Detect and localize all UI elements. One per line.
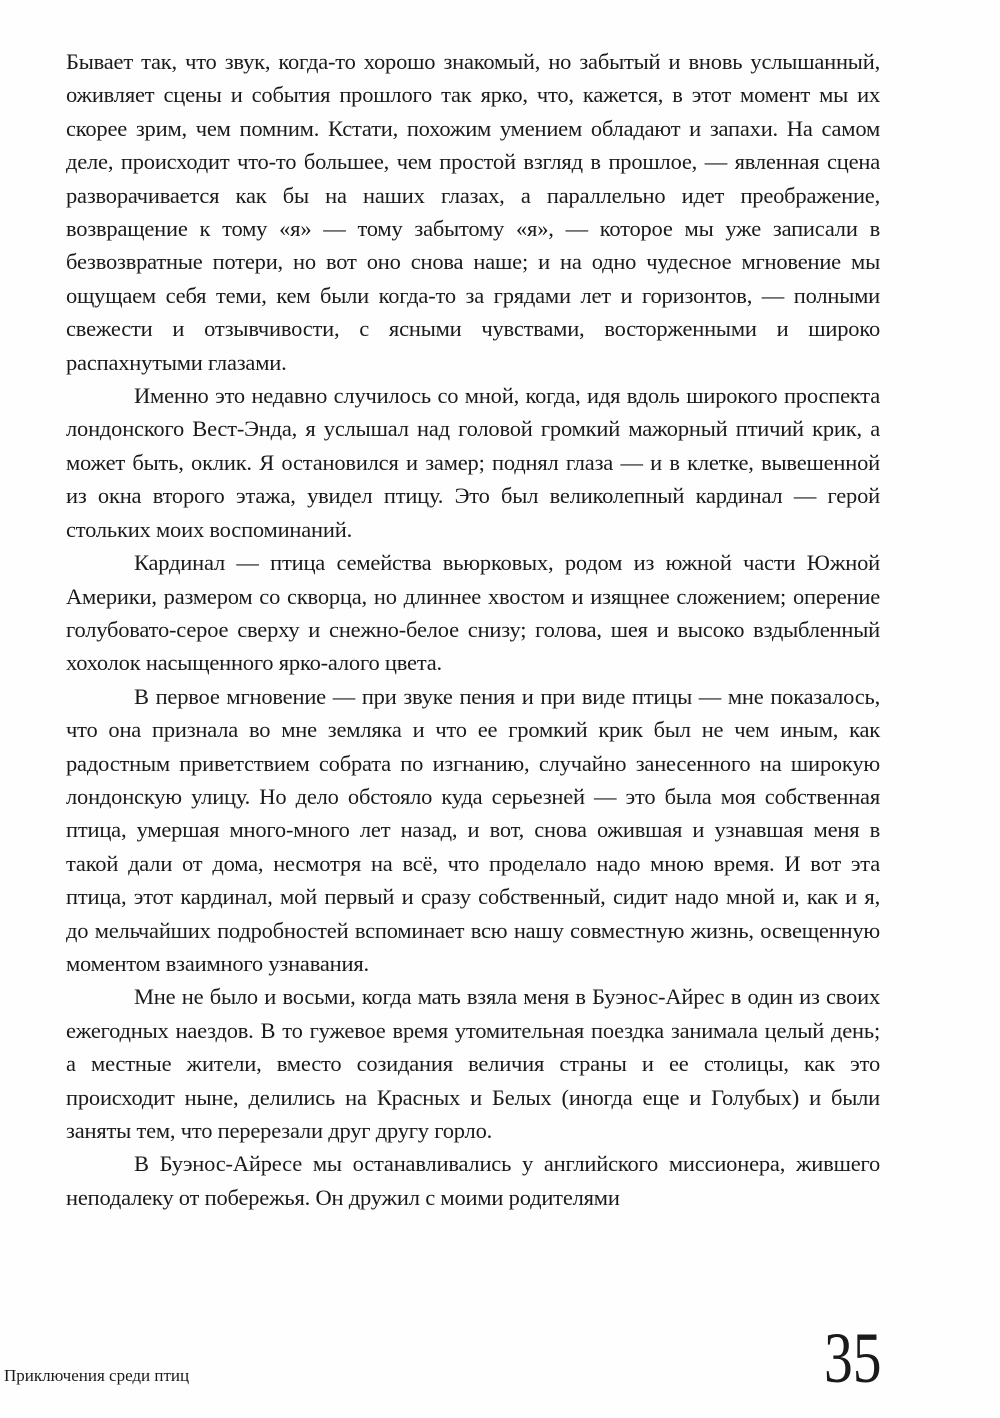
body-text	[66, 45, 880, 1214]
paragraph: Именно это недавно случилось со мной, когда, идя вдоль широкого проспекта лондонского Вест-Энда, я услышал над головой громкий мажорный птичий крик, а может быть, оклик. Я остановился и замер; поднял глаза — и в клетке, вывешенной из окна второго этажа, увидел птицу. Это был великолепный кардинал — герой стольких моих воспоминаний.	[66, 383, 880, 542]
page-number: 35	[824, 1318, 882, 1398]
paragraph: Кардинал — птица семейства вьюрковых, родом из южной части Южной Америки, размером со скворца, но длиннее хвостом и изящнее сложением; оперение голубовато-серое сверху и снежно-белое снизу; голова, шея и высоко вздыбленный хохолок насыщенного ярко-алого цвета.	[66, 550, 880, 676]
paragraph: В Буэнос-Айресе мы останавливались у английского миссионера, жившего неподалеку от побережья. Он дружил с моими родителями	[66, 1151, 880, 1210]
paragraph: Мне не было и восьми, когда мать взяла меня в Буэнос-Айрес в один из своих ежегодных наездов. В то гужевое время утомительная поездка занимала целый день; а местные жители, вместо созидания величия страны и ее столицы, как это происходит ныне, делились на Красных и Белых (иногда еще и Голубых) и были заняты тем, что перерезали друг другу горло.	[66, 984, 880, 1143]
paragraph: В первое мгновение — при звуке пения и при виде птицы — мне показалось, что она признала во мне земляка и что ее громкий крик был не чем иным, как радостным приветствием собрата по изгнанию, случайно занесенного на широкую лондонскую улицу. Но дело обстояло куда серьезней — это была моя собственная птица, умершая много-много лет назад, и вот, снова ожившая и узнавшая меня в такой дали от дома, несмотря на всё, что проделало надо мною время. И вот эта птица, этот кардинал, мой первый и сразу собственный, сидит надо мной и, как и я, до мельчайших подробностей вспоминает всю нашу совместную жизнь, освещенную моментом взаимного узнавания.	[66, 683, 880, 976]
paragraph: Бывает так, что звук, когда-то хорошо знакомый, но забытый и вновь услышанный, оживляет сцены и события прошлого так ярко, что, кажется, в этот момент мы их скорее зрим, чем помним. Кстати, похожим умением обладают и запахи. На самом деле, происходит что-то большее, чем простой взгляд в прошлое, — явленная сцена разворачивается как бы на наших глазах, а параллельно идет преображение, возвращение к тому «я» — тому забытому «я», — которое мы уже записали в безвозвратные потери, но вот оно снова наше; и на одно чудесное мгновение мы ощущаем себя теми, кем были когда-то за грядами лет и горизонтов, — полными свежести и отзывчивости, с ясными чувствами, восторженными и широко распахнутыми глазами.	[66, 49, 880, 375]
running-footer-title: Приключения среди птиц	[4, 1366, 190, 1385]
